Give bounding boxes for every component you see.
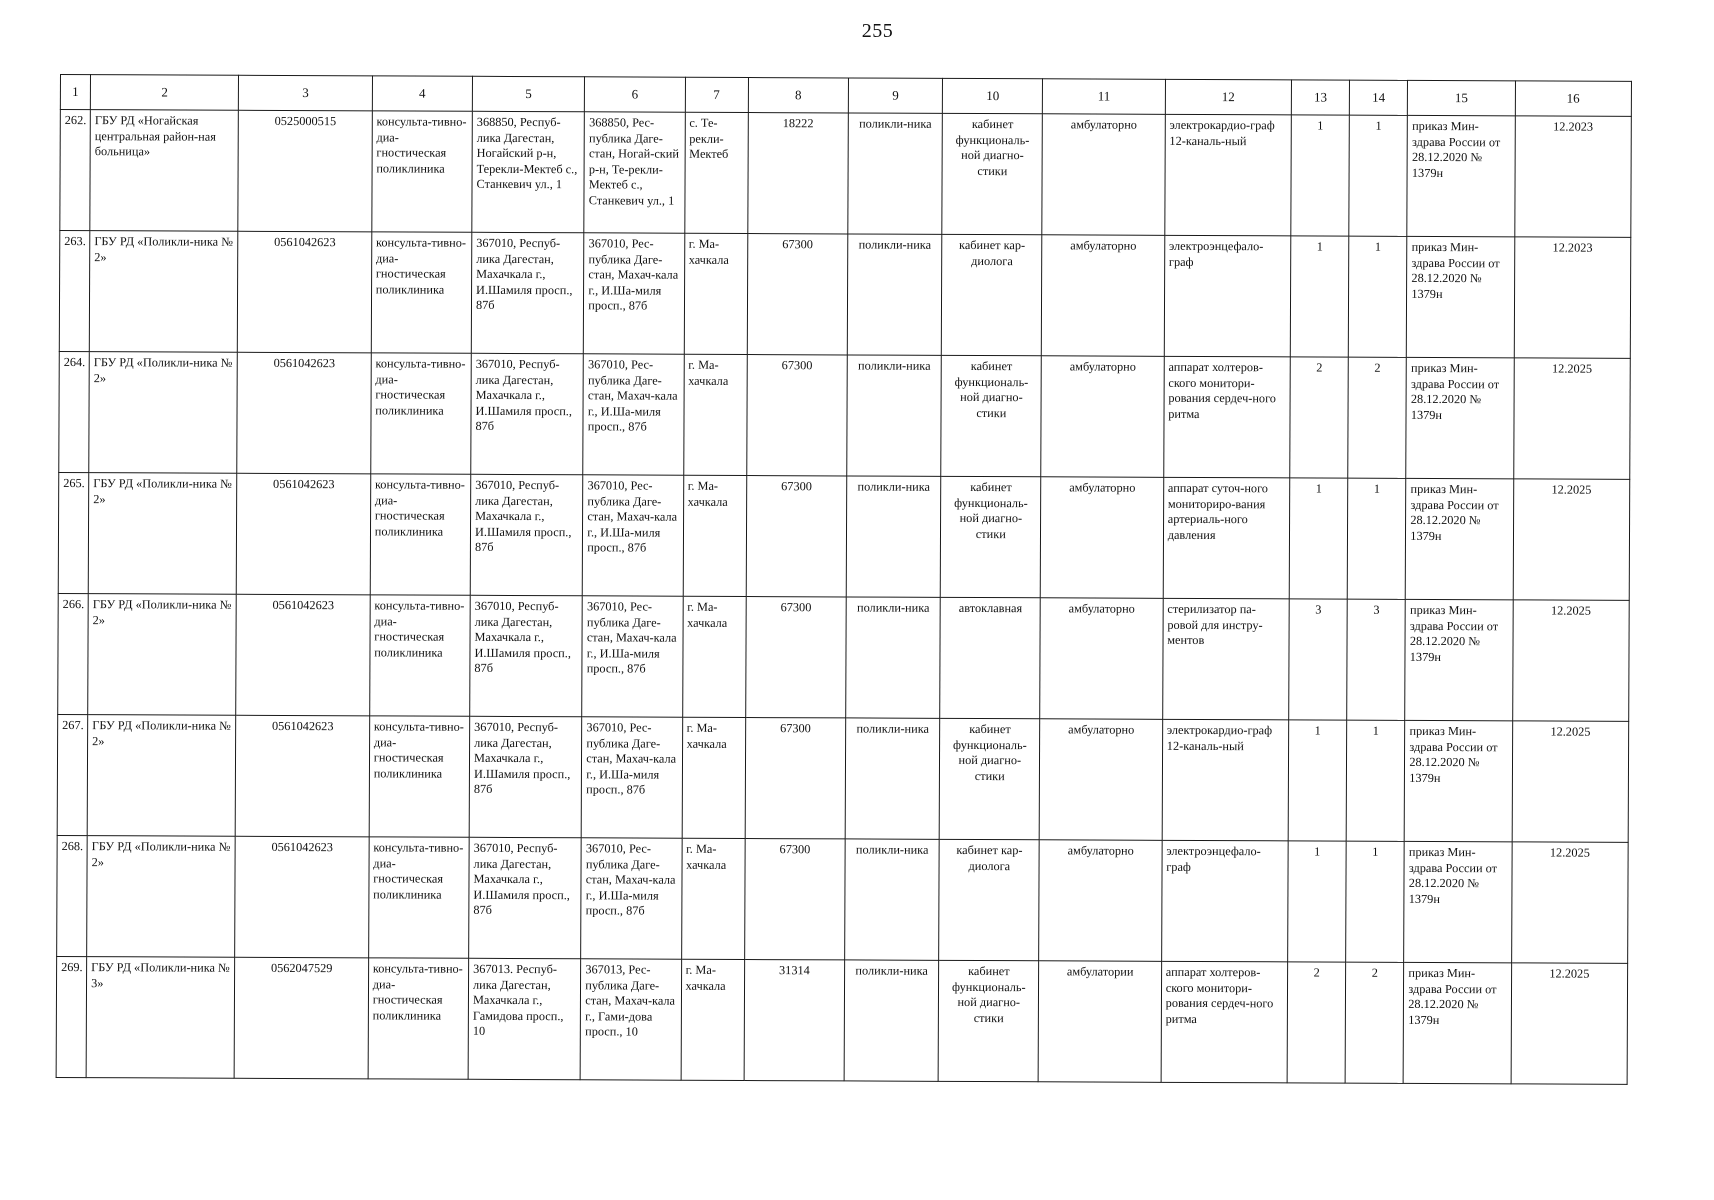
equipment-table [56,74,1632,1085]
legal-address-cell: 367013. Респуб-лика Дагестан, Махачкала г., Гамидова просп., 10 [468,958,581,1079]
unit-cell: поликли-ника [845,718,940,839]
basis-cell: приказ Мин-здрава России от 28.12.2020 № 1379н [1404,841,1512,962]
legal-address-cell: 367010, Респуб-лика Дагестан, Махачкала г., И.Шамиля просп., 87б [471,353,584,474]
locality-cell: с. Те-рекли-Мектеб [684,112,748,233]
quantity-cell: 1 [1288,841,1347,962]
actual-address-cell: 367010, Рес-публика Даге-стан, Махач-кала г., И.Ша-миля просп., 87б [581,717,682,838]
basis-cell: приказ Мин-здрава России от 28.12.2020 № 1379н [1407,115,1515,236]
locality-cell: г. Ма-хачкала [682,596,746,717]
equipment-cell: стерилизатор па-ровой для инстру-ментов [1162,598,1289,720]
code-cell: 0561042623 [238,231,372,353]
quantity-cell: 2 [1290,357,1349,478]
org-type-cell: консульта-тивно-диа-гностическая поликлиника [369,595,470,716]
quantity-cell: 1 [1346,720,1405,841]
column-header: 14 [1350,80,1408,115]
table-body [56,110,1631,1085]
equipment-cell: электроэнцефало-граф [1164,235,1291,357]
equipment-cell: аппарат холтеров-ского монитори-рования сердеч-ного ритма [1161,961,1288,1083]
table-row [58,593,1630,721]
column-header: 13 [1291,80,1349,115]
date-cell: 12.2023 [1514,237,1631,359]
locality-cell: г. Ма-хачкала [683,354,747,475]
quantity-cell: 1 [1289,478,1348,599]
table-row [58,472,1630,600]
quantity-cell: 1 [1349,115,1408,236]
quantity-cell: 1 [1347,478,1406,599]
organization-cell: ГБУ РД «Поликли-ника № 2» [88,594,237,716]
page-number: 255 [861,20,894,42]
legal-address-cell: 367010, Респуб-лика Дагестан, Махачкала г., И.Шамиля просп., 87б [470,595,583,716]
code-cell: 0525000515 [238,110,372,232]
quantity-cell: 1 [1291,115,1350,236]
unit-cell: поликли-ника [845,839,940,960]
organization-cell: ГБУ РД «Поликли-ника № 2» [89,352,238,474]
unit-cell: поликли-ника [848,113,943,234]
basis-cell: приказ Мин-здрава России от 28.12.2020 № 1379н [1406,478,1514,599]
code-cell: 0561042623 [236,594,370,716]
column-header: 5 [472,76,584,111]
column-header: 1 [60,75,90,110]
org-type-cell: консульта-тивно-диа-гностическая поликлиника [371,353,472,474]
column-header: 6 [585,77,685,112]
population-cell: 67300 [745,596,846,717]
code-cell: 0561042623 [237,352,371,474]
care-mode-cell: амбулаторно [1040,598,1163,720]
column-header: 15 [1408,80,1515,115]
row-number: 262. [60,110,91,231]
locality-cell: г. Ма-хачкала [684,233,748,354]
column-header: 12 [1165,79,1291,115]
equipment-cell: электрокардио-граф 12-каналь-ный [1162,719,1289,841]
row-number: 269. [56,956,87,1077]
organization-cell: ГБУ РД «Поликли-ника № 2» [89,231,238,353]
care-mode-cell: амбулаторно [1041,477,1164,599]
basis-cell: приказ Мин-здрава России от 28.12.2020 № 1379н [1407,236,1515,357]
legal-address-cell: 367010, Респуб-лика Дагестан, Махачкала г., И.Шамиля просп., 87б [470,474,583,595]
unit-cell: поликли-ника [846,476,941,597]
row-number: 267. [57,714,88,835]
room-cell: кабинет функциональ-ной диагно-стики [938,960,1039,1081]
quantity-cell: 2 [1287,962,1346,1083]
row-number: 266. [58,593,89,714]
equipment-cell: электроэнцефало-граф [1161,840,1288,962]
actual-address-cell: 367013, Рес-публика Даге-стан, Махач-кала г., Гами-дова просп., 10 [580,959,681,1080]
row-number: 263. [59,231,90,352]
basis-cell: приказ Мин-здрава России от 28.12.2020 № 1379н [1404,720,1512,841]
actual-address-cell: 367010, Рес-публика Даге-стан, Махач-кала г., И.Ша-миля просп., 87б [583,475,684,596]
room-cell: кабинет функциональ-ной диагно-стики [942,113,1043,234]
equipment-cell: электрокардио-граф 12-каналь-ный [1165,114,1292,236]
table-row [56,956,1628,1084]
row-number: 268. [57,835,88,956]
date-cell: 12.2025 [1511,963,1628,1085]
basis-cell: приказ Мин-здрава России от 28.12.2020 № 1379н [1406,357,1514,478]
legal-address-cell: 368850, Респуб-лика Дагестан, Ногайский р-н, Терекли-Мектеб с., Станкевич ул., 1 [472,111,585,232]
population-cell: 67300 [745,717,846,838]
quantity-cell: 2 [1345,962,1404,1083]
quantity-cell: 1 [1346,841,1405,962]
quantity-cell: 1 [1348,236,1407,357]
care-mode-cell: амбулаторно [1042,235,1165,357]
column-header: 16 [1515,81,1632,117]
date-cell: 12.2023 [1514,116,1631,238]
organization-cell: ГБУ РД «Поликли-ника № 2» [87,836,236,958]
room-cell: автоклавная [940,597,1041,718]
population-cell: 67300 [744,838,845,959]
table-row [57,714,1629,842]
date-cell: 12.2025 [1512,721,1629,843]
row-number: 264. [59,351,90,472]
care-mode-cell: амбулаторно [1042,114,1165,236]
organization-cell: ГБУ РД «Поликли-ника № 2» [88,473,237,595]
table-row [60,110,1632,238]
care-mode-cell: амбулаторно [1040,719,1163,841]
org-type-cell: консульта-тивно-диа-гностическая поликлиника [368,837,469,958]
org-type-cell: консульта-тивно-диа-гностическая поликлиника [368,958,469,1079]
unit-cell: поликли-ника [844,960,939,1081]
basis-cell: приказ Мин-здрава России от 28.12.2020 № 1379н [1405,599,1513,720]
room-cell: кабинет функциональ-ной диагно-стики [940,476,1041,597]
column-header: 8 [748,78,848,113]
code-cell: 0561042623 [235,836,369,958]
organization-cell: ГБУ РД «Поликли-ника № 3» [86,957,235,1079]
column-header: 2 [90,75,239,111]
legal-address-cell: 367010, Респуб-лика Дагестан, Махачкала г., И.Шамиля просп., 87б [471,232,584,353]
table-row [59,231,1631,359]
quantity-cell: 1 [1290,236,1349,357]
organization-cell: ГБУ РД «Ногайская центральная район-ная больница» [90,110,239,232]
org-type-cell: консульта-тивно-диа-гностическая поликлиника [371,232,472,353]
care-mode-cell: амбулаторно [1039,840,1162,962]
room-cell: кабинет функциональ-ной диагно-стики [939,718,1040,839]
room-cell: кабинет кар-диолога [939,839,1040,960]
org-type-cell: консульта-тивно-диа-гностическая поликлиника [369,716,470,837]
code-cell: 0561042623 [236,715,370,837]
legal-address-cell: 367010, Респуб-лика Дагестан, Махачкала г., И.Шамиля просп., 87б [469,716,582,837]
code-cell: 0562047529 [235,957,369,1079]
actual-address-cell: 367010, Рес-публика Даге-стан, Махач-кала г., И.Ша-миля просп., 87б [583,354,684,475]
column-header: 7 [685,77,748,112]
locality-cell: г. Ма-хачкала [681,838,745,959]
actual-address-cell: 367010, Рес-публика Даге-стан, Махач-кала г., И.Ша-миля просп., 87б [582,596,683,717]
actual-address-cell: 367010, Рес-публика Даге-стан, Махач-кала г., И.Ша-миля просп., 87б [584,233,685,354]
locality-cell: г. Ма-хачкала [683,475,747,596]
room-cell: кабинет кар-диолога [941,234,1042,355]
population-cell: 67300 [746,355,847,476]
population-cell: 31314 [744,959,845,1080]
table-row [57,835,1629,963]
care-mode-cell: амбулатории [1039,961,1162,1083]
population-cell: 18222 [748,113,849,234]
locality-cell: г. Ма-хачкала [682,717,746,838]
legal-address-cell: 367010, Респуб-лика Дагестан, Махачкала г., И.Шамиля просп., 87б [469,837,582,958]
basis-cell: приказ Мин-здрава России от 28.12.2020 № 1379н [1403,962,1511,1083]
date-cell: 12.2025 [1511,842,1628,964]
room-cell: кабинет функциональ-ной диагно-стики [941,355,1042,476]
column-header: 10 [943,78,1043,113]
quantity-cell: 2 [1348,357,1407,478]
unit-cell: поликли-ника [847,355,942,476]
locality-cell: г. Ма-хачкала [681,959,745,1080]
column-header: 4 [372,76,472,111]
table-row [59,351,1631,479]
org-type-cell: консульта-тивно-диа-гностическая поликлиника [372,111,473,232]
population-cell: 67300 [746,475,847,596]
unit-cell: поликли-ника [846,597,941,718]
care-mode-cell: амбулаторно [1041,356,1164,478]
quantity-cell: 3 [1289,599,1348,720]
code-cell: 0561042623 [237,473,371,595]
column-header: 3 [239,75,372,111]
equipment-cell: аппарат суточ-ного мониториро-вания артериаль-ного давления [1163,477,1290,599]
organization-cell: ГБУ РД «Поликли-ника № 2» [87,715,236,837]
actual-address-cell: 368850, Рес-публика Даге-стан, Ногай-ский р-н, Те-рекли-Мектеб с., Станкевич ул., 1 [584,112,685,233]
date-cell: 12.2025 [1512,600,1629,722]
column-header: 9 [848,78,942,113]
quantity-cell: 3 [1347,599,1406,720]
population-cell: 67300 [747,234,848,355]
date-cell: 12.2025 [1513,479,1630,601]
org-type-cell: консульта-тивно-диа-гностическая поликлиника [370,474,471,595]
quantity-cell: 1 [1288,720,1347,841]
equipment-cell: аппарат холтеров-ского монитори-рования сердеч-ного ритма [1163,356,1290,478]
row-number: 265. [58,472,89,593]
date-cell: 12.2025 [1513,358,1630,480]
column-header: 11 [1043,79,1165,115]
unit-cell: поликли-ника [847,234,942,355]
actual-address-cell: 367010, Рес-публика Даге-стан, Махач-кала г., И.Ша-миля просп., 87б [581,838,682,959]
